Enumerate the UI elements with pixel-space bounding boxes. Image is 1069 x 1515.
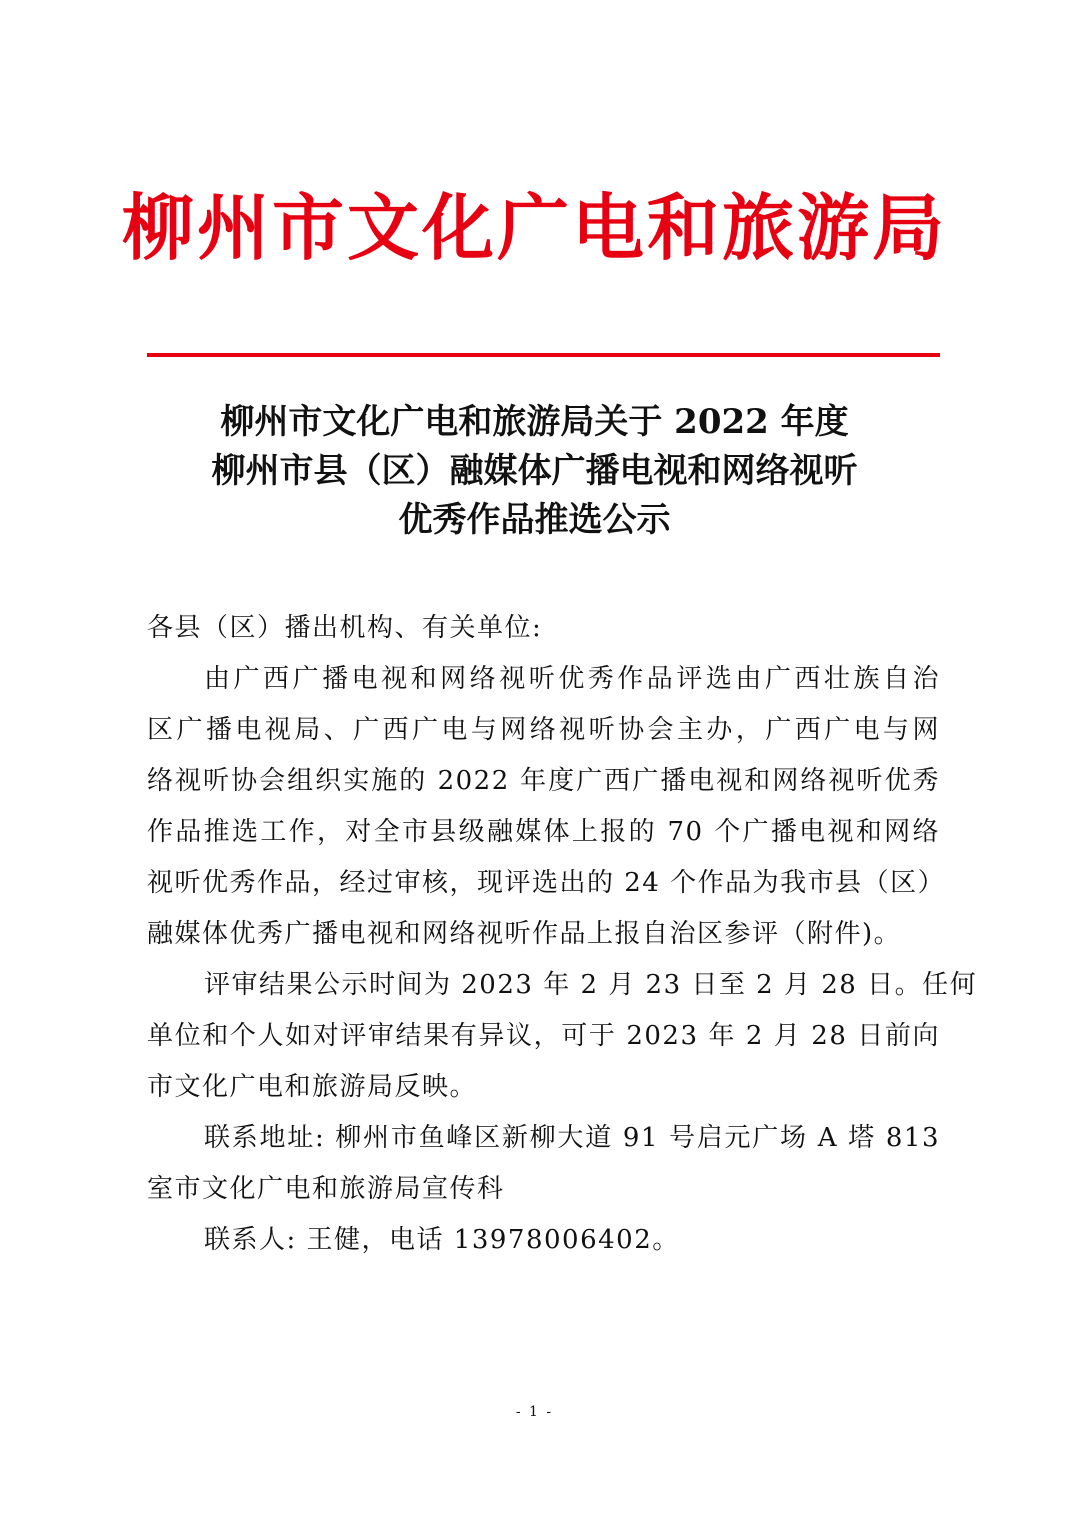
header-red-rule bbox=[147, 353, 940, 357]
salutation: 各县（区）播出机构、有关单位: bbox=[147, 613, 543, 643]
paragraph-2-line-3: 市文化广电和旅游局反映。 bbox=[147, 1072, 478, 1102]
paragraph-1-line-6: 融媒体优秀广播电视和网络视听作品上报自治区参评（附件)。 bbox=[147, 919, 902, 949]
document-body bbox=[147, 603, 978, 1266]
title-line-2: 柳州市县（区）融媒体广播电视和网络视听 bbox=[211, 451, 858, 491]
paragraph-1-line-1: 由广西广播电视和网络视听优秀作品评选由广西壮族自治 bbox=[204, 664, 940, 694]
paragraph-1-line-2: 区广播电视局、广西广电与网络视听协会主办，广西广电与网 bbox=[147, 715, 940, 745]
issuing-authority-header: 柳州市文化广电和旅游局 bbox=[121, 185, 947, 270]
paragraph-1-line-4: 作品推选工作，对全市县级融媒体上报的 70 个广播电视和网络 bbox=[147, 817, 940, 847]
title-line-3: 优秀作品推选公示 bbox=[398, 500, 671, 540]
page-number: - 1 - bbox=[515, 1404, 554, 1420]
title-line-1: 柳州市文化广电和旅游局关于 2022 年度 bbox=[220, 402, 849, 442]
paragraph-3-line-2: 室市文化广电和旅游局宣传科 bbox=[147, 1174, 505, 1204]
paragraph-2-line-2: 单位和个人如对评审结果有异议，可于 2023 年 2 月 28 日前向 bbox=[147, 1021, 940, 1051]
paragraph-1-line-5: 视听优秀作品，经过审核，现评选出的 24 个作品为我市县（区） bbox=[147, 868, 946, 898]
paragraph-1-line-3: 络视听协会组织实施的 2022 年度广西广播电视和网络视听优秀 bbox=[147, 766, 940, 796]
contact-person-line: 联系人: 王健，电话 13978006402。 bbox=[204, 1225, 680, 1255]
paragraph-3-line-1: 联系地址: 柳州市鱼峰区新柳大道 91 号启元广场 A 塔 813 bbox=[204, 1123, 940, 1153]
paragraph-2-line-1: 评审结果公示时间为 2023 年 2 月 23 日至 2 月 28 日。任何 bbox=[204, 970, 978, 1000]
document-title bbox=[100, 398, 969, 545]
